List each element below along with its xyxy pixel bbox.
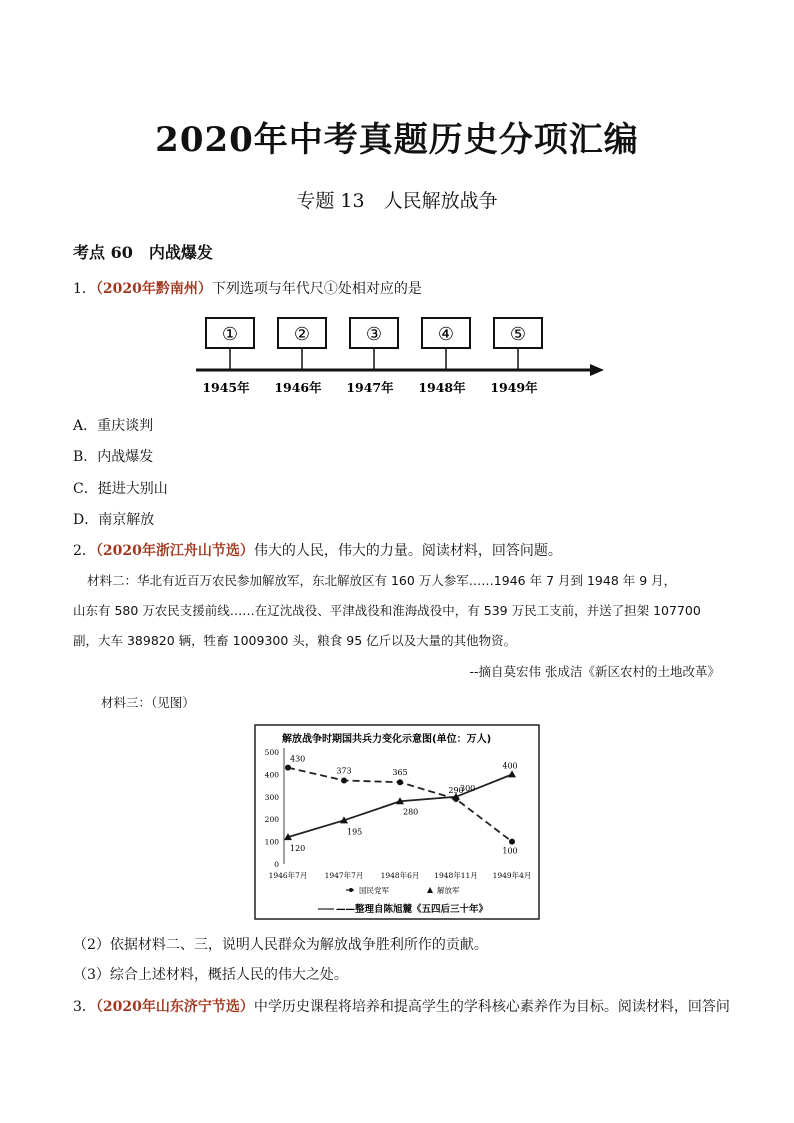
timeline-year-label: 1948年 <box>418 380 466 395</box>
question-number: 1． <box>73 281 96 297</box>
legend-pla-label: 解放军 <box>437 886 460 895</box>
x-tick-label: 1947年7月 <box>324 871 364 880</box>
option-a[interactable]: A．重庆谈判 <box>73 418 154 434</box>
timeline-box-label: ① <box>221 324 239 345</box>
material-line: 副，大车 389820 辆，牲畜 1009300 头，粮食 95 亿斤以及大量的其他物资。 <box>73 633 517 648</box>
question-text: 伟大的人民，伟大的力量。阅读材料，回答问题。 <box>253 543 562 559</box>
kmt-point <box>509 839 515 845</box>
subquestion-3: （3）综合上述材料，概括人民的伟大之处。 <box>73 967 348 983</box>
question-1-stem <box>73 278 422 298</box>
pla-data-label: 195 <box>347 827 363 837</box>
option-b[interactable]: B．内战爆发 <box>73 449 154 465</box>
pla-data-label: 300 <box>460 783 476 793</box>
question-text: 下列选项与年代尺①处相对应的是 <box>211 281 422 297</box>
kmt-data-label: 373 <box>336 766 352 776</box>
timeline-year-label: 1947年 <box>346 380 394 395</box>
chart-source-note: ——整理自陈旭麓《五四后三十年》 <box>336 904 489 915</box>
pla-data-label: 400 <box>502 761 518 771</box>
topic-subtitle: 专题 13 人民解放战争 <box>296 190 498 212</box>
timeline-box-label: ④ <box>437 324 455 345</box>
kmt-point <box>285 765 291 771</box>
x-tick-label: 1949年4月 <box>492 871 532 880</box>
section-heading: 考点 60 内战爆发 <box>73 243 213 262</box>
option-d[interactable]: D．南京解放 <box>73 512 155 528</box>
kmt-data-label: 430 <box>290 754 306 764</box>
question-source: （2020年山东济宁节选） <box>95 999 254 1015</box>
question-number: 2． <box>73 543 96 559</box>
x-tick-label: 1948年11月 <box>434 871 478 880</box>
option-c[interactable]: C．挺进大别山 <box>73 481 168 497</box>
timeline-year-label: 1945年 <box>202 380 250 395</box>
question-3-stem <box>73 996 730 1016</box>
timeline-ruler <box>190 312 610 404</box>
kmt-point <box>341 777 347 783</box>
x-tick-label: 1946年7月 <box>268 871 308 880</box>
y-tick-label: 100 <box>264 837 279 847</box>
subquestion-2: （2）依据材料二、三，说明人民群众为解放战争胜利所作的贡献。 <box>73 937 488 953</box>
legend-kmt-label: 国民党军 <box>359 886 389 895</box>
material-line: 山东有 580 万农民支援前线……在辽沈战役、平津战役和淮海战役中，有 539 万民工支前，并送了担架 107700 <box>73 603 701 618</box>
material-two <box>73 566 727 656</box>
kmt-data-label: 290 <box>448 786 464 796</box>
timeline-year-label: 1946年 <box>274 380 322 395</box>
chart-title: 解放战争时期国共兵力变化示意图(单位：万人) <box>282 734 492 745</box>
pla-data-label: 280 <box>403 807 419 817</box>
kmt-data-label: 100 <box>502 846 518 856</box>
page-title: 2020年中考真题历史分项汇编 <box>155 120 639 160</box>
kmt-point <box>397 779 403 785</box>
question-text: 中学历史课程将培养和提高学生的学科核心素养作为目标。阅读材料，回答问 <box>253 999 730 1015</box>
citation: --摘自莫宏伟 张成洁《新区农村的土地改革》 <box>469 664 720 679</box>
question-source: （2020年浙江舟山节选） <box>95 543 254 559</box>
y-tick-label: 300 <box>264 792 279 802</box>
legend-kmt-marker <box>349 888 353 892</box>
y-tick-label: 400 <box>264 770 279 780</box>
question-2-stem <box>73 540 562 560</box>
force-change-chart <box>254 724 540 920</box>
timeline-arrow <box>590 364 604 376</box>
timeline-box-label: ③ <box>365 324 383 345</box>
question-source: （2020年黔南州） <box>95 281 212 297</box>
y-tick-label: 500 <box>264 748 279 757</box>
material-line: 材料二：华北有近百万农民参加解放军，东北解放区有 160 万人参军……1946 年 7 月到 1948 年 9 月， <box>87 573 677 588</box>
timeline-box-label: ⑤ <box>509 324 527 345</box>
y-tick-label: 200 <box>264 815 279 825</box>
timeline-box-label: ② <box>293 324 311 345</box>
y-tick-label: 0 <box>274 860 279 869</box>
question-number: 3． <box>73 999 96 1015</box>
x-tick-label: 1948年6月 <box>380 871 420 880</box>
kmt-data-label: 365 <box>392 768 408 778</box>
pla-data-label: 120 <box>290 844 306 854</box>
material-three-label: 材料三：（见图） <box>101 695 195 710</box>
timeline-year-label: 1949年 <box>490 380 538 395</box>
